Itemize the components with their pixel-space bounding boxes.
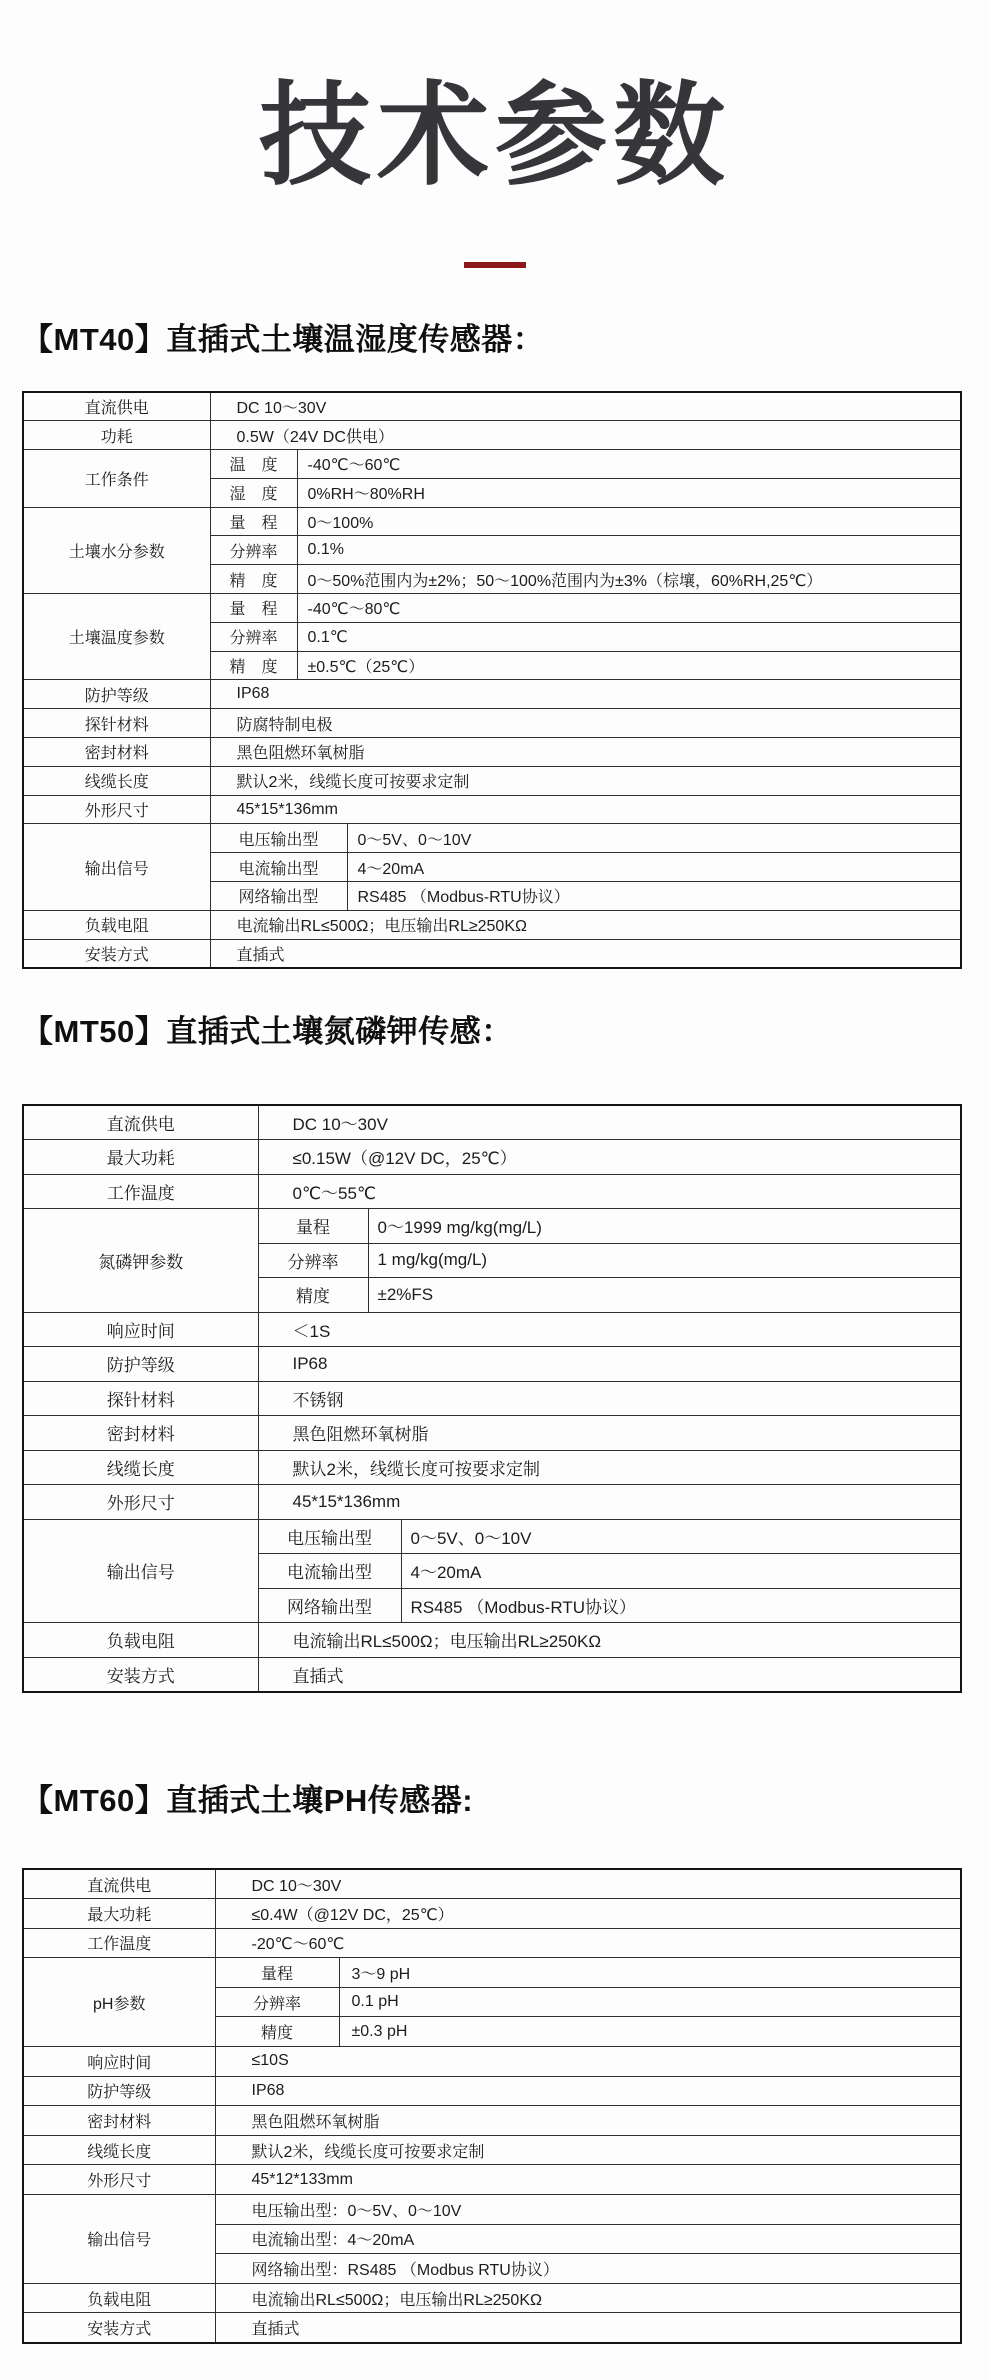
- table-row: [23, 2135, 961, 2165]
- table-row: [23, 2106, 961, 2136]
- spec-value-cell: 直插式: [215, 2313, 961, 2343]
- spec-value-cell: 45*12*133mm: [215, 2165, 961, 2195]
- table-row: [23, 421, 961, 450]
- spec-value-cell: ±0.5℃（25℃）: [297, 651, 961, 680]
- spec-label-cell: 最大功耗: [23, 1899, 215, 1929]
- table-row: [23, 1657, 961, 1692]
- title-divider: [464, 262, 526, 268]
- spec-value-cell: 电流输出型：4～20mA: [215, 2224, 961, 2254]
- spec-sub-cell: 精 度: [210, 565, 297, 594]
- spec-label-cell: 直流供电: [23, 392, 210, 421]
- spec-value-cell: 0～50%范围内为±2%；50～100%范围内为±3%（棕壤，60%RH,25℃）: [297, 565, 961, 594]
- spec-sub-cell: 分辨率: [215, 1987, 339, 2017]
- spec-label-cell: 响应时间: [23, 2047, 215, 2077]
- spec-label-cell: 密封材料: [23, 738, 210, 767]
- spec-label-cell: 防护等级: [23, 1347, 258, 1382]
- spec-sub-cell: 分辨率: [210, 536, 297, 565]
- table-row: [23, 1174, 961, 1209]
- spec-sub-cell: 电流输出型: [210, 853, 347, 882]
- spec-value-cell: DC 10～30V: [210, 392, 961, 421]
- spec-value-cell: IP68: [210, 680, 961, 709]
- spec-sub-cell: 温 度: [210, 450, 297, 479]
- spec-label-cell: 工作温度: [23, 1174, 258, 1209]
- spec-sub-cell: 网络输出型: [258, 1588, 401, 1623]
- table-row: [23, 1958, 961, 1988]
- spec-label-cell: 工作温度: [23, 1928, 215, 1958]
- spec-value-cell: ±0.3 pH: [339, 2017, 961, 2047]
- spec-label-cell: 密封材料: [23, 1416, 258, 1451]
- table-row: [23, 450, 961, 479]
- spec-table-mt40: [22, 391, 962, 969]
- table-row: [23, 1899, 961, 1929]
- spec-value-cell: 直插式: [258, 1657, 961, 1692]
- table-row: [23, 1869, 961, 1899]
- spec-value-cell: -40℃～60℃: [297, 450, 961, 479]
- spec-label-cell: 输出信号: [23, 2195, 215, 2284]
- table-row: [23, 1450, 961, 1485]
- spec-value-cell: 0～5V、0～10V: [347, 824, 961, 853]
- spec-value-cell: 0～5V、0～10V: [401, 1519, 961, 1554]
- spec-value-cell: IP68: [215, 2076, 961, 2106]
- spec-sub-cell: 电压输出型: [258, 1519, 401, 1554]
- spec-value-cell: DC 10～30V: [215, 1869, 961, 1899]
- spec-value-cell: ≤0.4W（@12V DC，25℃）: [215, 1899, 961, 1929]
- spec-value-cell: 4～20mA: [401, 1554, 961, 1589]
- spec-sub-cell: 量程: [215, 1958, 339, 1988]
- spec-label-cell: 外形尺寸: [23, 795, 210, 824]
- spec-value-cell: ≤0.15W（@12V DC，25℃）: [258, 1140, 961, 1175]
- spec-value-cell: ≤10S: [215, 2047, 961, 2077]
- spec-sub-cell: 电压输出型: [210, 824, 347, 853]
- table-row: [23, 2313, 961, 2343]
- spec-value-cell: 不锈钢: [258, 1381, 961, 1416]
- spec-value-cell: RS485 （Modbus-RTU协议）: [347, 882, 961, 911]
- spec-value-cell: 电流输出RL≤500Ω；电压输出RL≥250KΩ: [258, 1623, 961, 1658]
- spec-sub-cell: 精度: [215, 2017, 339, 2047]
- spec-label-cell: 工作条件: [23, 450, 210, 508]
- spec-label-cell: 探针材料: [23, 709, 210, 738]
- spec-sub-cell: 湿 度: [210, 478, 297, 507]
- table-row: [23, 2047, 961, 2077]
- spec-table-mt60: [22, 1868, 962, 2344]
- spec-table-mt50: [22, 1104, 962, 1693]
- spec-sub-cell: 量程: [258, 1209, 368, 1244]
- spec-label-cell: 直流供电: [23, 1869, 215, 1899]
- page-title: 技术参数: [259, 73, 731, 198]
- table-row: [23, 2076, 961, 2106]
- spec-label-cell: 线缆长度: [23, 766, 210, 795]
- spec-value-cell: 默认2米，线缆长度可按要求定制: [215, 2135, 961, 2165]
- section-heading-mt50: 【MT50】直插式土壤氮磷钾传感：: [22, 1014, 513, 1049]
- spec-value-cell: 0～100%: [297, 507, 961, 536]
- spec-value-cell: IP68: [258, 1347, 961, 1382]
- spec-value-cell: 0.5W（24V DC供电）: [210, 421, 961, 450]
- table-row: [23, 1140, 961, 1175]
- spec-value-cell: 1 mg/kg(mg/L): [368, 1243, 961, 1278]
- spec-value-cell: 默认2米，线缆长度可按要求定制: [210, 766, 961, 795]
- spec-value-cell: 0%RH～80%RH: [297, 478, 961, 507]
- spec-label-cell: 线缆长度: [23, 2135, 215, 2165]
- spec-value-cell: DC 10～30V: [258, 1105, 961, 1140]
- spec-label-cell: 负载电阻: [23, 1623, 258, 1658]
- spec-label-cell: 氮磷钾参数: [23, 1209, 258, 1313]
- section-heading-mt60: 【MT60】直插式土壤PH传感器:: [22, 1783, 474, 1818]
- table-row: [23, 1209, 961, 1244]
- spec-label-cell: 功耗: [23, 421, 210, 450]
- spec-label-cell: 响应时间: [23, 1312, 258, 1347]
- spec-value-cell: 4～20mA: [347, 853, 961, 882]
- table-row: [23, 1312, 961, 1347]
- spec-label-cell: 外形尺寸: [23, 1485, 258, 1520]
- spec-label-cell: 线缆长度: [23, 1450, 258, 1485]
- table-row: [23, 738, 961, 767]
- spec-label-cell: 最大功耗: [23, 1140, 258, 1175]
- spec-value-cell: 电流输出RL≤500Ω；电压输出RL≥250KΩ: [215, 2283, 961, 2313]
- table-row: [23, 594, 961, 623]
- spec-value-cell: 黑色阻燃环氧树脂: [258, 1416, 961, 1451]
- spec-label-cell: 安装方式: [23, 2313, 215, 2343]
- spec-value-cell: -40℃～80℃: [297, 594, 961, 623]
- spec-label-cell: 负载电阻: [23, 2283, 215, 2313]
- spec-label-cell: pH参数: [23, 1958, 215, 2047]
- spec-label-cell: 外形尺寸: [23, 2165, 215, 2195]
- spec-value-cell: 防腐特制电极: [210, 709, 961, 738]
- spec-value-cell: 0.1℃: [297, 622, 961, 651]
- spec-value-cell: 3～9 pH: [339, 1958, 961, 1988]
- spec-label-cell: 输出信号: [23, 1519, 258, 1623]
- table-row: [23, 824, 961, 853]
- table-row: [23, 1347, 961, 1382]
- table-row: [23, 2165, 961, 2195]
- spec-sub-cell: 量 程: [210, 507, 297, 536]
- table-row: [23, 507, 961, 536]
- table-row: [23, 795, 961, 824]
- table-row: [23, 680, 961, 709]
- spec-label-cell: 探针材料: [23, 1381, 258, 1416]
- spec-sub-cell: 精度: [258, 1278, 368, 1313]
- spec-value-cell: 电压输出型：0～5V、0～10V: [215, 2195, 961, 2225]
- table-row: [23, 1105, 961, 1140]
- spec-value-cell: ＜1S: [258, 1312, 961, 1347]
- table-row: [23, 1519, 961, 1554]
- table-row: [23, 2195, 961, 2225]
- table-row: [23, 1623, 961, 1658]
- spec-label-cell: 安装方式: [23, 1657, 258, 1692]
- spec-label-cell: 防护等级: [23, 680, 210, 709]
- spec-value-cell: 0.1 pH: [339, 1987, 961, 2017]
- table-row: [23, 1485, 961, 1520]
- spec-label-cell: 防护等级: [23, 2076, 215, 2106]
- spec-value-cell: 0.1%: [297, 536, 961, 565]
- spec-value-cell: 黑色阻燃环氧树脂: [210, 738, 961, 767]
- spec-value-cell: 45*15*136mm: [258, 1485, 961, 1520]
- table-row: [23, 1416, 961, 1451]
- spec-value-cell: ±2%FS: [368, 1278, 961, 1313]
- spec-label-cell: 土壤温度参数: [23, 594, 210, 680]
- table-row: [23, 1928, 961, 1958]
- spec-value-cell: 0℃～55℃: [258, 1174, 961, 1209]
- spec-sub-cell: 分辨率: [210, 622, 297, 651]
- table-row: [23, 1381, 961, 1416]
- table-row: [23, 766, 961, 795]
- spec-value-cell: RS485 （Modbus-RTU协议）: [401, 1588, 961, 1623]
- spec-value-cell: 直插式: [210, 939, 961, 968]
- table-row: [23, 392, 961, 421]
- spec-label-cell: 输出信号: [23, 824, 210, 910]
- table-row: [23, 2283, 961, 2313]
- spec-label-cell: 密封材料: [23, 2106, 215, 2136]
- spec-value-cell: 黑色阻燃环氧树脂: [215, 2106, 961, 2136]
- table-row: [23, 709, 961, 738]
- spec-label-cell: 土壤水分参数: [23, 507, 210, 593]
- spec-label-cell: 负载电阻: [23, 910, 210, 939]
- spec-value-cell: -20℃～60℃: [215, 1928, 961, 1958]
- spec-label-cell: 直流供电: [23, 1105, 258, 1140]
- spec-value-cell: 电流输出RL≤500Ω；电压输出RL≥250KΩ: [210, 910, 961, 939]
- spec-value-cell: 0～1999 mg/kg(mg/L): [368, 1209, 961, 1244]
- section-heading-mt40: 【MT40】直插式土壤温湿度传感器：: [22, 322, 545, 357]
- spec-value-cell: 默认2米，线缆长度可按要求定制: [258, 1450, 961, 1485]
- spec-sub-cell: 电流输出型: [258, 1554, 401, 1589]
- spec-value-cell: 45*15*136mm: [210, 795, 961, 824]
- spec-sub-cell: 精 度: [210, 651, 297, 680]
- spec-sub-cell: 量 程: [210, 594, 297, 623]
- table-row: [23, 939, 961, 968]
- spec-value-cell: 网络输出型：RS485 （Modbus RTU协议）: [215, 2254, 961, 2284]
- table-row: [23, 910, 961, 939]
- spec-sub-cell: 网络输出型: [210, 882, 347, 911]
- spec-label-cell: 安装方式: [23, 939, 210, 968]
- spec-sub-cell: 分辨率: [258, 1243, 368, 1278]
